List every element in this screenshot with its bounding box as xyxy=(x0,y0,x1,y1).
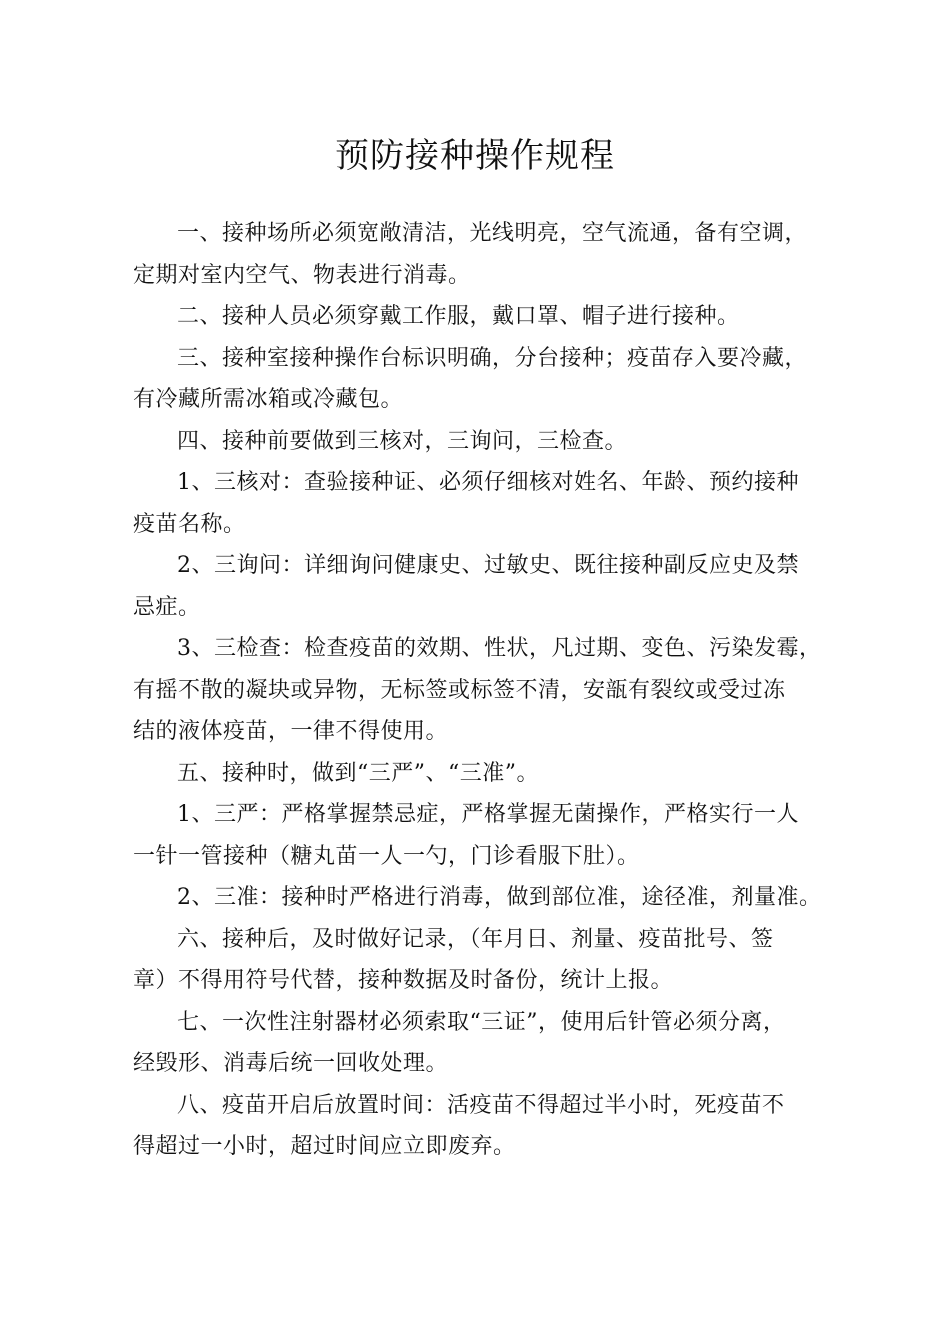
paragraph-line: 有冷藏所需冰箱或冷藏包。 xyxy=(133,387,404,412)
paragraph-line: 三、接种室接种操作台标识明确，分台接种；疫苗存入要冷藏， xyxy=(177,345,808,371)
paragraph-8 xyxy=(133,753,843,795)
document-body xyxy=(133,213,843,1168)
paragraph-13 xyxy=(133,1085,843,1168)
paragraph-line: 1、三核对：查验接种证、必须仔细核对姓名、年龄、预约接种 xyxy=(177,470,799,495)
paragraph-line: 七、一次性注射器材必须索取“三证”，使用后针管必须分离， xyxy=(177,1009,786,1035)
document-title: 预防接种操作规程 xyxy=(335,136,615,176)
paragraph-1 xyxy=(133,213,843,296)
paragraph-7 xyxy=(133,628,843,753)
paragraph-line: 3、三检查：检查疫苗的效期、性状，凡过期、变色、污染发霉， xyxy=(177,636,822,661)
paragraph-9 xyxy=(133,794,843,877)
paragraph-line: 八、疫苗开启后放置时间：活疫苗不得超过半小时，死疫苗不 xyxy=(177,1092,785,1118)
paragraph-line: 六、接种后，及时做好记录，（年月日、剂量、疫苗批号、签 xyxy=(177,926,774,952)
paragraph-line: 1、三严：严格掌握禁忌症，严格掌握无菌操作，严格实行一人 xyxy=(177,802,799,827)
paragraph-line: 定期对室内空气、物表进行消毒。 xyxy=(133,262,471,288)
paragraph-line: 四、接种前要做到三核对，三询问，三检查。 xyxy=(177,428,628,454)
paragraph-12 xyxy=(133,1002,843,1085)
paragraph-2 xyxy=(133,296,843,338)
paragraph-line: 五、接种时，做到“三严”、“三准”。 xyxy=(177,760,539,786)
paragraph-6 xyxy=(133,545,843,628)
paragraph-line: 忌症。 xyxy=(133,594,201,620)
paragraph-line: 有摇不散的凝块或异物，无标签或标签不清，安瓿有裂纹或受过冻 xyxy=(133,677,786,703)
paragraph-line: 二、接种人员必须穿戴工作服，戴口罩、帽子进行接种。 xyxy=(177,304,740,329)
paragraph-line: 经毁形、消毒后统一回收处理。 xyxy=(133,1051,449,1076)
paragraph-line: 2、三询问：详细询问健康史、过敏史、既往接种副反应史及禁 xyxy=(177,553,799,578)
paragraph-line: 一针一管接种（糖丸苗一人一勺，门诊看服下肚）。 xyxy=(133,843,640,869)
paragraph-10 xyxy=(133,877,843,919)
paragraph-11 xyxy=(133,919,843,1002)
paragraph-line: 结的液体疫苗，一律不得使用。 xyxy=(133,719,449,744)
paragraph-3 xyxy=(133,338,843,421)
paragraph-line: 一、接种场所必须宽敞清洁，光线明亮，空气流通，备有空调， xyxy=(177,221,808,246)
paragraph-4 xyxy=(133,421,843,463)
paragraph-line: 得超过一小时，超过时间应立即废弃。 xyxy=(133,1134,516,1159)
paragraph-5 xyxy=(133,462,843,545)
paragraph-line: 2、三准：接种时严格进行消毒，做到部位准，途径准，剂量准。 xyxy=(177,885,822,910)
paragraph-line: 疫苗名称。 xyxy=(133,511,246,537)
paragraph-line: 章）不得用符号代替，接种数据及时备份，统计上报。 xyxy=(133,968,674,993)
